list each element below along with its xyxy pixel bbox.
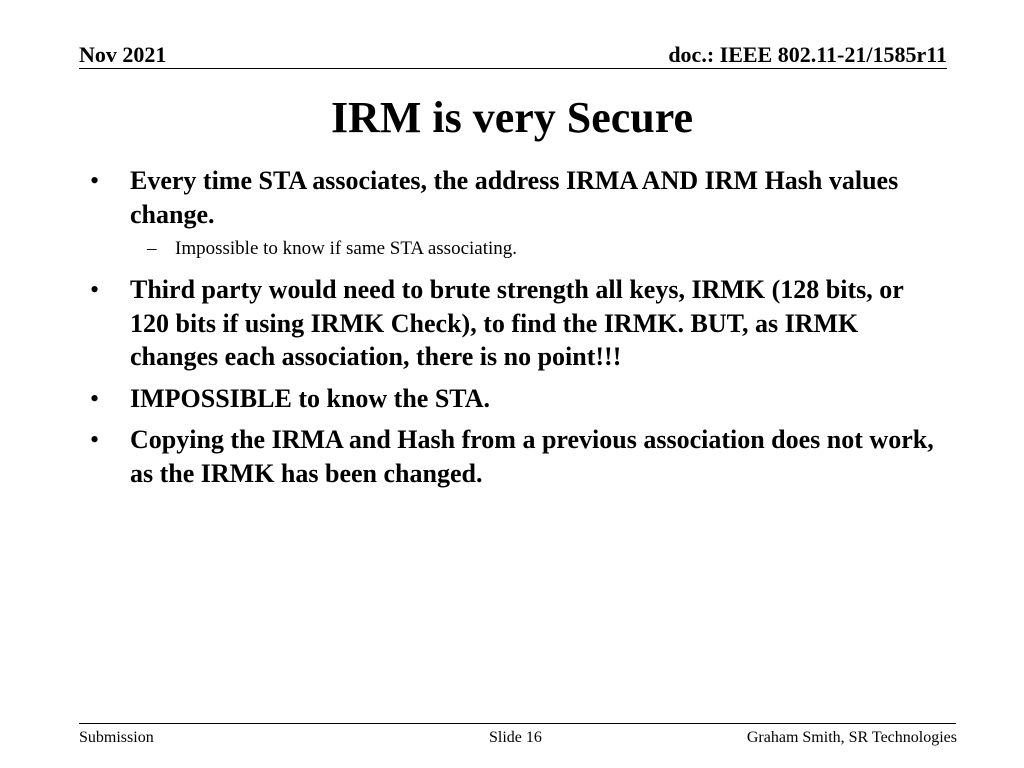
bullet-item [88,164,948,231]
footer-divider [79,723,956,724]
bullet-marker: • [90,166,100,195]
footer-author: Graham Smith, SR Technologies [746,729,957,746]
bullet-marker: • [90,425,100,454]
sub-bullet-text: Impossible to know if same STA associating. [175,238,518,259]
header-doc-id: doc.: IEEE 802.11-21/1585r11 [668,42,947,67]
sub-bullet-marker: – [147,238,157,259]
bullet-text: Third party would need to brute strength all keys, IRMK (128 bits, or 120 bits if using IRMK Check), to find the IRMK. BUT, as IRMK changes each association, there is no point!!! [130,275,904,371]
header-divider [79,68,947,69]
bullet-marker: • [90,275,100,304]
bullet-item [88,423,948,490]
header-date: Nov 2021 [79,42,167,67]
bullet-marker: • [90,383,100,413]
slide-title: IRM is very Secure [330,93,694,142]
bullet-text: Every time STA associates, the address IRMA AND IRM Hash values change. [130,166,899,229]
bullet-text: Copying the IRMA and Hash from a previous association does not work, as the IRMK has been changed. [130,425,934,488]
footer-submission: Submission [79,729,154,746]
bullet-text: IMPOSSIBLE to know the STA. [130,383,490,413]
bullet-item [88,273,948,374]
bullet-item [88,382,948,416]
sub-bullet-item [88,237,948,261]
slide-body [88,164,948,498]
footer-slide-number: Slide 16 [489,729,542,746]
